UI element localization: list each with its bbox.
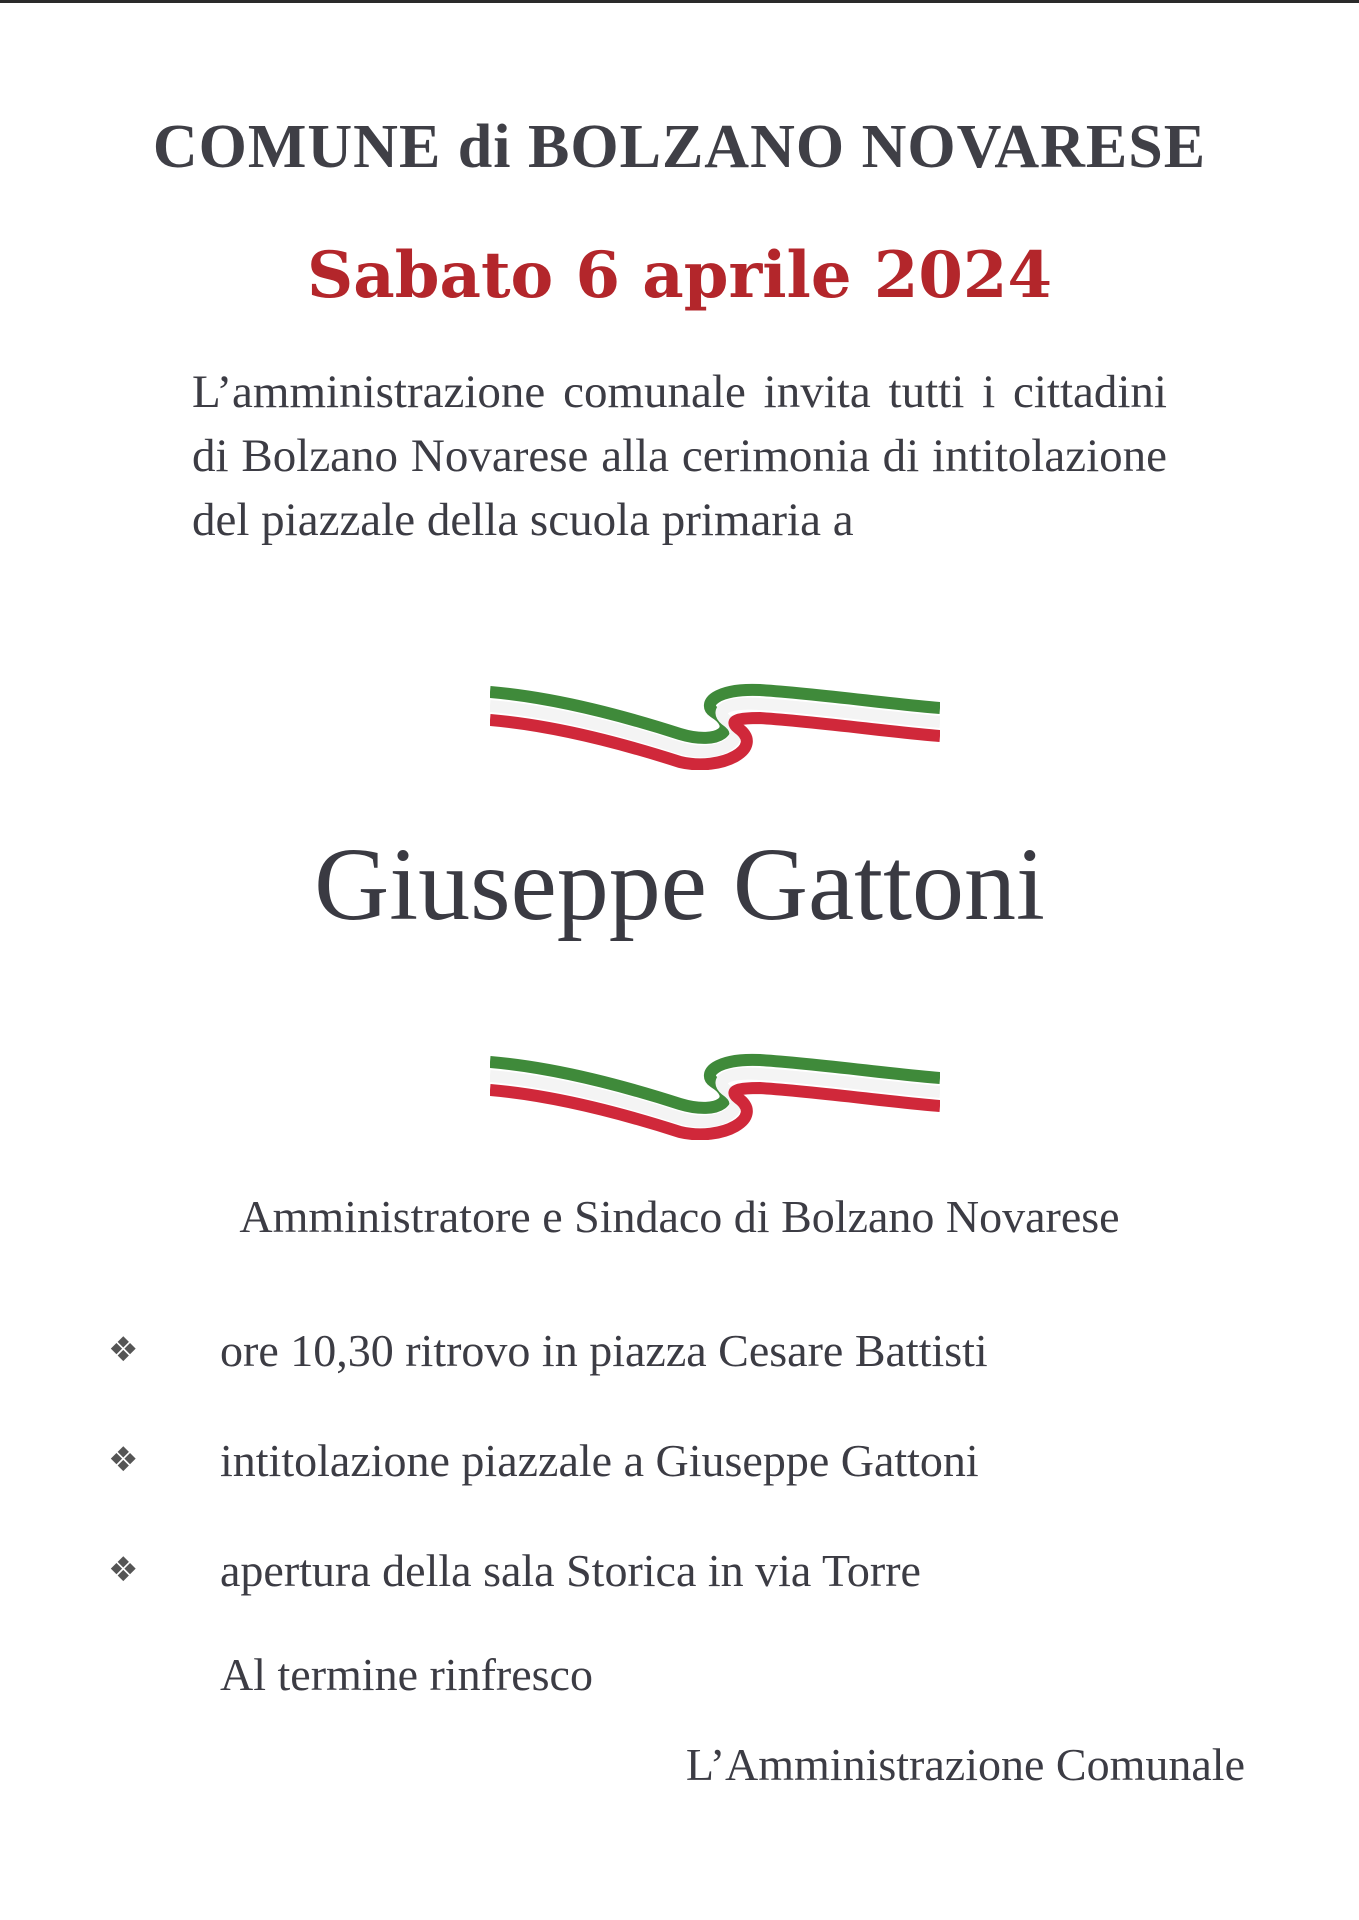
diamond-fleuron-icon: ❖ bbox=[108, 1550, 139, 1590]
signature: L’Amministrazione Comunale bbox=[685, 1739, 1245, 1790]
italian-tricolor-ribbon-icon bbox=[490, 1030, 940, 1140]
program-item-text: ore 10,30 ritrovo in piazza Cesare Battisti bbox=[220, 1324, 988, 1376]
municipality-title: COMUNE di BOLZANO NOVARESE bbox=[152, 113, 1207, 181]
program-list bbox=[108, 1295, 1258, 1625]
top-rule bbox=[0, 0, 1359, 3]
event-date: Sabato 6 aprile 2024 bbox=[307, 238, 1052, 313]
italian-tricolor-ribbon-icon bbox=[490, 660, 940, 770]
program-item-text: apertura della sala Storica in via Torre bbox=[220, 1544, 921, 1596]
closing-note: Al termine rinfresco bbox=[220, 1649, 593, 1700]
diamond-fleuron-icon: ❖ bbox=[108, 1330, 139, 1370]
list-item bbox=[108, 1515, 1258, 1625]
list-item bbox=[108, 1405, 1258, 1515]
honoree-role: Amministratore e Sindaco di Bolzano Novarese bbox=[239, 1191, 1120, 1242]
honoree-name: Giuseppe Gattoni bbox=[314, 827, 1045, 942]
invitation-text: L’amministrazione comunale invita tutti i cittadini di Bolzano Novarese alla cerimonia di intitolazione del piazzale della scuola primaria a bbox=[192, 366, 1167, 546]
list-item bbox=[108, 1295, 1258, 1405]
program-item-text: intitolazione piazzale a Giuseppe Gattoni bbox=[220, 1434, 979, 1486]
diamond-fleuron-icon: ❖ bbox=[108, 1440, 139, 1480]
